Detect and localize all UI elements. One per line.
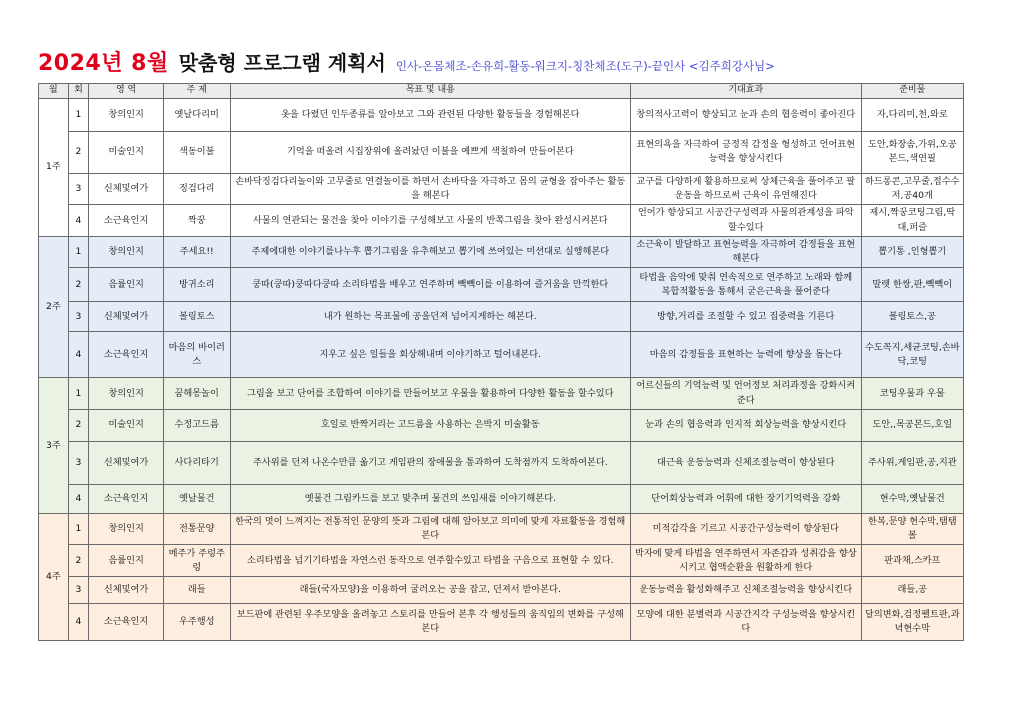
supplies-cell: 자,다리미,천,와로 [861, 98, 963, 131]
area-cell: 신체및여가 [89, 173, 164, 205]
theme-cell: 짝꿍 [163, 205, 230, 237]
supplies-cell: 말렛 한쌍,판,빽빽이 [861, 268, 963, 302]
effect-cell: 모양에 대한 분별력과 시공간지각 구성능력을 향상시킨다 [631, 604, 861, 641]
table-row [39, 268, 964, 302]
session-number: 3 [68, 302, 88, 332]
week-label: 1주 [39, 98, 69, 236]
session-number: 1 [68, 98, 88, 131]
area-cell: 미술인지 [89, 131, 164, 173]
area-cell: 소근육인지 [89, 484, 164, 513]
supplies-cell: 주사위,게임판,공,지관 [861, 441, 963, 484]
session-number: 2 [68, 545, 88, 577]
content-cell: 기억을 떠올려 시집장위에 올려놨던 이불을 예쁘게 색칠하여 만들어본다 [230, 131, 631, 173]
program-plan-table [38, 83, 964, 641]
session-number: 2 [68, 268, 88, 302]
title-subtitle: 인사-온몸체조-손유희-활동-워크지-칭찬체조(도구)-끝인사 <김주희강사님> [395, 59, 775, 73]
supplies-cell: 코팅우물과 우물 [861, 378, 963, 410]
area-cell: 소근육인지 [89, 604, 164, 641]
area-cell: 창의인지 [89, 98, 164, 131]
theme-cell: 우주행성 [163, 604, 230, 641]
week-label: 2주 [39, 236, 69, 378]
week-label: 4주 [39, 513, 69, 641]
content-cell: 호일로 반짝거리는 고드름을 사용하는 은박지 미술활동 [230, 409, 631, 441]
area-cell: 창의인지 [89, 513, 164, 545]
supplies-cell: 한복,문양 현수막,탬탬볼 [861, 513, 963, 545]
theme-cell: 주세요!! [163, 236, 230, 268]
area-cell: 미술인지 [89, 409, 164, 441]
theme-cell: 징검다리 [163, 173, 230, 205]
session-number: 1 [68, 513, 88, 545]
session-number: 1 [68, 378, 88, 410]
table-row [39, 173, 964, 205]
effect-cell: 박자에 맞게 타법을 연주하면서 자존감과 성취감을 향상시키고 협액순환을 원활하게 한다 [631, 545, 861, 577]
table-header-row [39, 84, 964, 99]
supplies-cell: 볼링토스,공 [861, 302, 963, 332]
content-cell: 래들(국자모양)을 이용하여 굴러오는 공을 잡고, 던져서 받아본다. [230, 577, 631, 604]
table-row [39, 98, 964, 131]
effect-cell: 창의적사고력이 향상되고 눈과 손의 협응력이 좋아진다 [631, 98, 861, 131]
table-row [39, 236, 964, 268]
effect-cell: 표현의욕을 자극하여 긍정적 감정을 형성하고 언어표현능력을 향상시킨다 [631, 131, 861, 173]
content-cell: 지우고 싶은 일들을 회상해내며 이야기하고 털어내본다. [230, 332, 631, 378]
header-effect: 기대효과 [631, 84, 861, 99]
theme-cell: 사다리타기 [163, 441, 230, 484]
effect-cell: 운동능력을 활성화해주고 신체조절능력을 향상시킨다 [631, 577, 861, 604]
content-cell: 옷을 다렸던 인두종류를 알아보고 그와 관련된 다양한 활동들을 경험해본다 [230, 98, 631, 131]
content-cell: 주사위를 던져 나온수만큼 옮기고 게임판의 장애물을 통과하여 도착점까지 도착하여본다. [230, 441, 631, 484]
table-row [39, 131, 964, 173]
theme-cell: 래들 [163, 577, 230, 604]
area-cell: 음률인지 [89, 545, 164, 577]
table-row [39, 577, 964, 604]
effect-cell: 대근육 운동능력과 신체조절능력이 향상된다 [631, 441, 861, 484]
session-number: 2 [68, 131, 88, 173]
session-number: 4 [68, 604, 88, 641]
supplies-cell: 제시,짝꿍코팅그림,딱대,퍼즐 [861, 205, 963, 237]
header-week: 월 [39, 84, 69, 99]
theme-cell: 수정고드름 [163, 409, 230, 441]
content-cell: 쿵따(쿵따)쿵따다쿵따 소리타법을 배우고 연주하며 빽빽이를 이용하여 즐거움을 만끽한다 [230, 268, 631, 302]
theme-cell: 전통문양 [163, 513, 230, 545]
supplies-cell: 하드롱콘,고무줄,접수수저,공40개 [861, 173, 963, 205]
supplies-cell: 래들,공 [861, 577, 963, 604]
content-cell: 내가 원하는 목표물에 공을던져 넘어지게하는 해본다. [230, 302, 631, 332]
content-cell: 한국의 멋이 느껴지는 전통적인 문양의 뜻과 그림에 대해 알아보고 의미에 맞게 자료활동을 경험해본다 [230, 513, 631, 545]
theme-cell: 방귀소리 [163, 268, 230, 302]
effect-cell: 방향,거리를 조절할 수 있고 집중력을 기른다 [631, 302, 861, 332]
effect-cell: 마음의 감정들을 표현하는 능력에 향상을 돕는다 [631, 332, 861, 378]
session-number: 3 [68, 441, 88, 484]
effect-cell: 눈과 손의 협응력과 인지적 회상능력을 향상시킨다 [631, 409, 861, 441]
content-cell: 보드판에 관련된 우주모양을 올려놓고 스토리를 만들어 본후 각 행성들의 움직임의 변화를 구성해본다 [230, 604, 631, 641]
table-row [39, 332, 964, 378]
supplies-cell: 달의변화,검정펠트판,과녁현수막 [861, 604, 963, 641]
effect-cell: 교구를 다양하게 활용하므로써 상체근육을 풀어주고 팔운동을 하므로써 근육이 유연해진다 [631, 173, 861, 205]
effect-cell: 언어가 향상되고 시공간구성력과 사물의관계성을 파악 할수있다 [631, 205, 861, 237]
header-supplies: 준비물 [861, 84, 963, 99]
session-number: 4 [68, 484, 88, 513]
session-number: 4 [68, 332, 88, 378]
content-cell: 사물의 연관되는 물건을 찾아 이야기를 구성해보고 사물의 반쪽그림을 찾아 완성시켜본다 [230, 205, 631, 237]
area-cell: 창의인지 [89, 236, 164, 268]
supplies-cell: 뽑기통 ,인형뽑기 [861, 236, 963, 268]
table-row [39, 409, 964, 441]
area-cell: 소근육인지 [89, 205, 164, 237]
theme-cell: 볼링토스 [163, 302, 230, 332]
theme-cell: 마음의 바이러스 [163, 332, 230, 378]
table-row [39, 545, 964, 577]
effect-cell: 타법을 음악에 맞춰 연속적으로 연주하고 노래와 함께 복합적활동을 통해서 굳은근육을 풀어준다 [631, 268, 861, 302]
theme-cell: 메주가 주렁주렁 [163, 545, 230, 577]
session-number: 2 [68, 409, 88, 441]
header-theme: 주 제 [163, 84, 230, 99]
effect-cell: 소근육이 발달하고 표현능력을 자극하여 감정들을 표현해본다 [631, 236, 861, 268]
header-area: 영 역 [89, 84, 164, 99]
content-cell: 손바닥징검다리놀이와 고무줄로 연결놀이를 하면서 손바닥을 자극하고 몸의 균형을 잡아주는 활동을 해본다 [230, 173, 631, 205]
supplies-cell: 현수막,옛날물건 [861, 484, 963, 513]
effect-cell: 어르신들의 기억능력 및 언어정보 처리과정을 강화시켜준다 [631, 378, 861, 410]
supplies-cell: 판과채,스카프 [861, 545, 963, 577]
supplies-cell: 도안,,목공본드,호일 [861, 409, 963, 441]
content-cell: 소리타법을 넘기기타법을 자연스런 동작으로 연주할수있고 타법을 구음으로 표현할 수 있다. [230, 545, 631, 577]
session-number: 1 [68, 236, 88, 268]
session-number: 4 [68, 205, 88, 237]
effect-cell: 단어회상능력과 어휘에 대한 장기기억력을 강화 [631, 484, 861, 513]
theme-cell: 색동이불 [163, 131, 230, 173]
table-row [39, 378, 964, 410]
table-row [39, 604, 964, 641]
week-label: 3주 [39, 378, 69, 514]
title-main: 맞춤형 프로그램 계획서 [178, 51, 386, 75]
table-row [39, 205, 964, 237]
area-cell: 신체및여가 [89, 577, 164, 604]
supplies-cell: 도안,화장솜,가위,오공본드,색연필 [861, 131, 963, 173]
session-number: 3 [68, 577, 88, 604]
theme-cell: 꿈해몽놀이 [163, 378, 230, 410]
table-row [39, 302, 964, 332]
content-cell: 그림을 보고 단어를 조합하여 이야기를 만들어보고 우물을 활용하여 다양한 활동을 할수있다 [230, 378, 631, 410]
table-row [39, 513, 964, 545]
supplies-cell: 수도꼭지,세균코팅,손바닥,코팅 [861, 332, 963, 378]
area-cell: 소근육인지 [89, 332, 164, 378]
table-row [39, 484, 964, 513]
area-cell: 신체및여가 [89, 441, 164, 484]
effect-cell: 미적감각을 기르고 시공간구성능력이 향상된다 [631, 513, 861, 545]
document-title [38, 46, 998, 82]
title-year: 2024년 8월 [38, 51, 169, 76]
header-session: 회 [68, 84, 88, 99]
area-cell: 신체및여가 [89, 302, 164, 332]
theme-cell: 옛날다리미 [163, 98, 230, 131]
area-cell: 음률인지 [89, 268, 164, 302]
header-content: 목표 및 내용 [230, 84, 631, 99]
content-cell: 주제에대한 이야기를나누후 뽑기그림을 유추해보고 뽑기에 쓰여있는 미션대로 실행해본다 [230, 236, 631, 268]
area-cell: 창의인지 [89, 378, 164, 410]
content-cell: 옛물건 그림카드를 보고 맞추며 물건의 쓰임새를 이야기해본다. [230, 484, 631, 513]
session-number: 3 [68, 173, 88, 205]
theme-cell: 옛날물건 [163, 484, 230, 513]
table-row [39, 441, 964, 484]
